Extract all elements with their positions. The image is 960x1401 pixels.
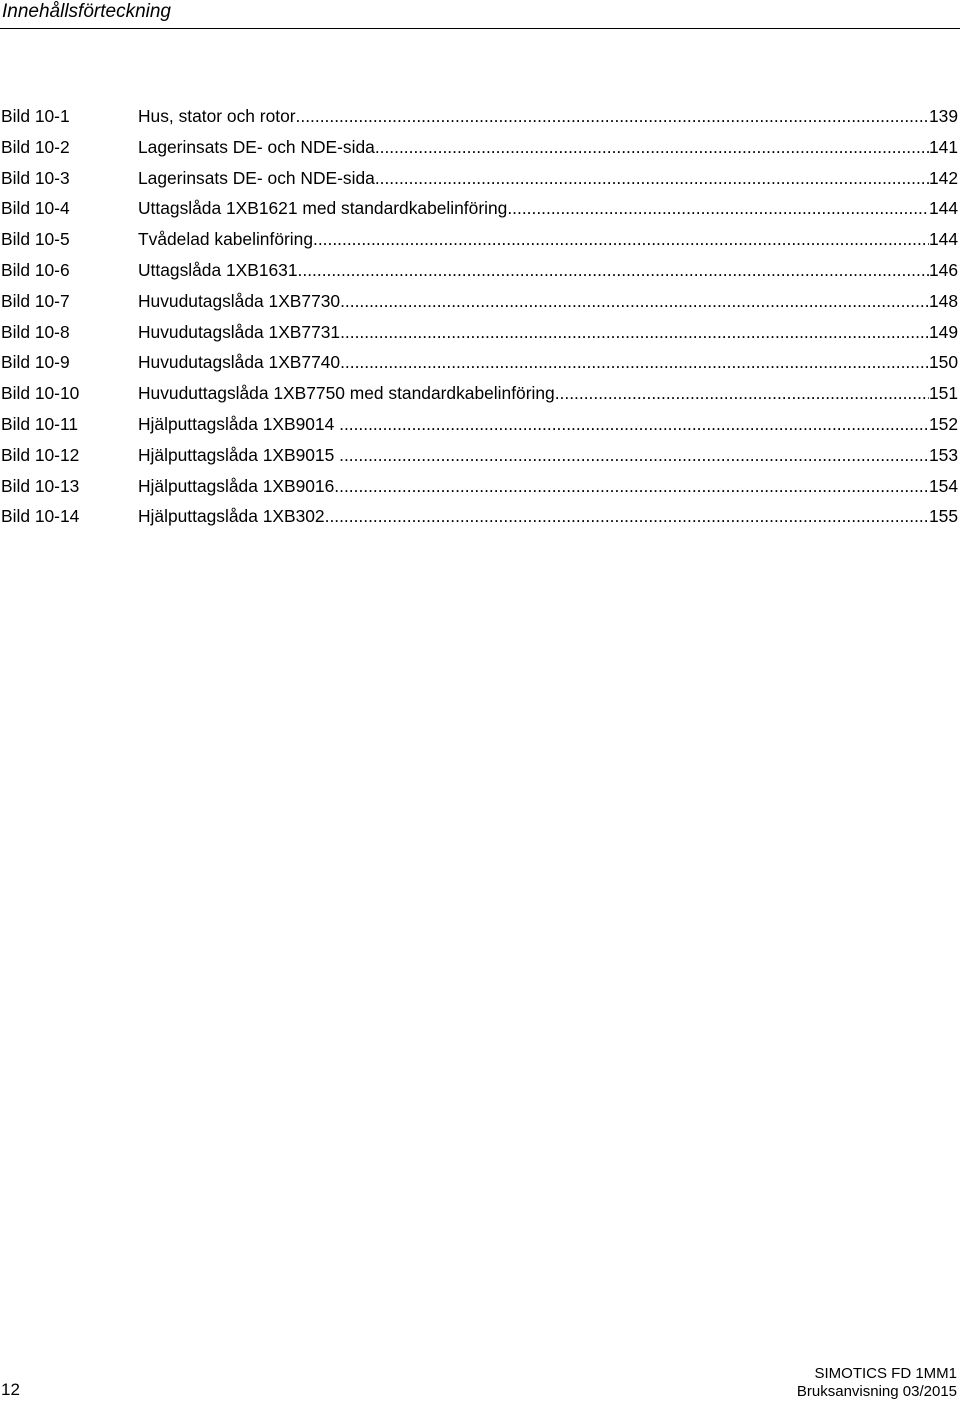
figure-title: Hjälputtagslåda 1XB9015 [138, 444, 340, 465]
figure-number: Bild 10-9 [1, 352, 70, 373]
figure-number: Bild 10-3 [1, 167, 70, 188]
dot-leader [298, 255, 929, 286]
toc-entry[interactable] [138, 255, 958, 286]
toc-entry[interactable] [138, 193, 958, 224]
toc-entry[interactable] [138, 132, 958, 163]
table-of-figures [0, 101, 960, 532]
page-reference: 148 [928, 290, 958, 311]
toc-entry[interactable] [138, 317, 958, 348]
footer-document: Bruksanvisning 03/2015 [796, 1383, 957, 1400]
toc-row[interactable] [0, 347, 960, 378]
dot-leader [339, 409, 929, 440]
toc-entry[interactable] [138, 286, 958, 317]
footer-product: SIMOTICS FD 1MM1 [814, 1365, 957, 1382]
toc-entry[interactable] [138, 163, 958, 194]
toc-entry[interactable] [138, 101, 958, 132]
dot-leader [555, 378, 929, 409]
figure-number: Bild 10-4 [1, 198, 70, 219]
figure-number: Bild 10-7 [1, 290, 70, 311]
figure-number: Bild 10-10 [1, 383, 80, 404]
figure-title: Uttagslåda 1XB1621 med standardkabelinföring [138, 198, 508, 219]
dot-leader [340, 347, 929, 378]
toc-entry[interactable] [138, 378, 958, 409]
figure-title: Huvudutagslåda 1XB7730 [138, 290, 341, 311]
toc-entry[interactable] [138, 409, 958, 440]
figure-number: Bild 10-11 [1, 413, 79, 434]
figure-title: Hjälputtagslåda 1XB302 [138, 506, 325, 527]
toc-row[interactable] [0, 286, 960, 317]
page-reference: 150 [928, 352, 958, 373]
dot-leader [340, 286, 929, 317]
dot-leader [507, 193, 929, 224]
dot-leader [375, 163, 929, 194]
toc-row[interactable] [0, 132, 960, 163]
figure-number: Bild 10-2 [1, 136, 70, 157]
page-reference: 149 [928, 321, 958, 342]
page-reference: 144 [928, 229, 958, 250]
toc-row[interactable] [0, 193, 960, 224]
toc-row[interactable] [0, 163, 960, 194]
footer-document-info [797, 1365, 957, 1401]
dot-leader [325, 501, 929, 532]
toc-row[interactable] [0, 317, 960, 348]
dot-leader [339, 440, 929, 471]
dot-leader [375, 132, 929, 163]
toc-row[interactable] [0, 224, 960, 255]
toc-row[interactable] [0, 255, 960, 286]
page-reference: 151 [928, 383, 958, 404]
figure-number: Bild 10-5 [1, 229, 70, 250]
dot-leader [313, 224, 929, 255]
dot-leader [334, 471, 929, 502]
figure-title: Hjälputtagslåda 1XB9016 [138, 475, 335, 496]
figure-title: Hjälputtagslåda 1XB9014 [138, 413, 340, 434]
toc-row[interactable] [0, 101, 960, 132]
toc-entry[interactable] [138, 471, 958, 502]
dot-leader [296, 101, 929, 132]
figure-title: Huvuduttagslåda 1XB7750 med standardkabelinföring [138, 383, 555, 404]
page-reference: 152 [928, 413, 958, 434]
page-reference: 144 [928, 198, 958, 219]
figure-number: Bild 10-13 [1, 475, 80, 496]
page-reference: 142 [928, 167, 958, 188]
toc-row[interactable] [0, 471, 960, 502]
figure-number: Bild 10-14 [1, 506, 80, 527]
figure-number: Bild 10-6 [1, 259, 70, 280]
toc-entry[interactable] [138, 347, 958, 378]
toc-row[interactable] [0, 501, 960, 532]
toc-row[interactable] [0, 440, 960, 471]
page-reference: 155 [928, 506, 958, 527]
page-reference: 141 [928, 136, 958, 157]
figure-title: Tvådelad kabelinföring [138, 229, 313, 250]
toc-row[interactable] [0, 409, 960, 440]
toc-entry[interactable] [138, 224, 958, 255]
figure-title: Uttagslåda 1XB1631 [138, 259, 298, 280]
toc-entry[interactable] [138, 501, 958, 532]
toc-row[interactable] [0, 378, 960, 409]
figure-title: Lagerinsats DE- och NDE-sida [138, 136, 375, 157]
figure-number: Bild 10-12 [1, 444, 80, 465]
toc-entry[interactable] [138, 440, 958, 471]
figure-number: Bild 10-8 [1, 321, 70, 342]
page-title: Innehållsförteckning [2, 1, 171, 22]
figure-title: Huvudutagslåda 1XB7731 [138, 321, 341, 342]
page-reference: 139 [928, 106, 958, 126]
figure-title: Hus, stator och rotor [138, 106, 296, 126]
figure-number: Bild 10-1 [1, 106, 70, 126]
page-reference: 146 [928, 259, 958, 280]
page-reference: 154 [928, 475, 958, 496]
footer-page-number: 12 [1, 1380, 20, 1399]
header-divider [0, 28, 960, 29]
figure-title: Lagerinsats DE- och NDE-sida [138, 167, 375, 188]
page-reference: 153 [928, 444, 958, 465]
figure-title: Huvudutagslåda 1XB7740 [138, 352, 341, 373]
dot-leader [340, 317, 929, 348]
